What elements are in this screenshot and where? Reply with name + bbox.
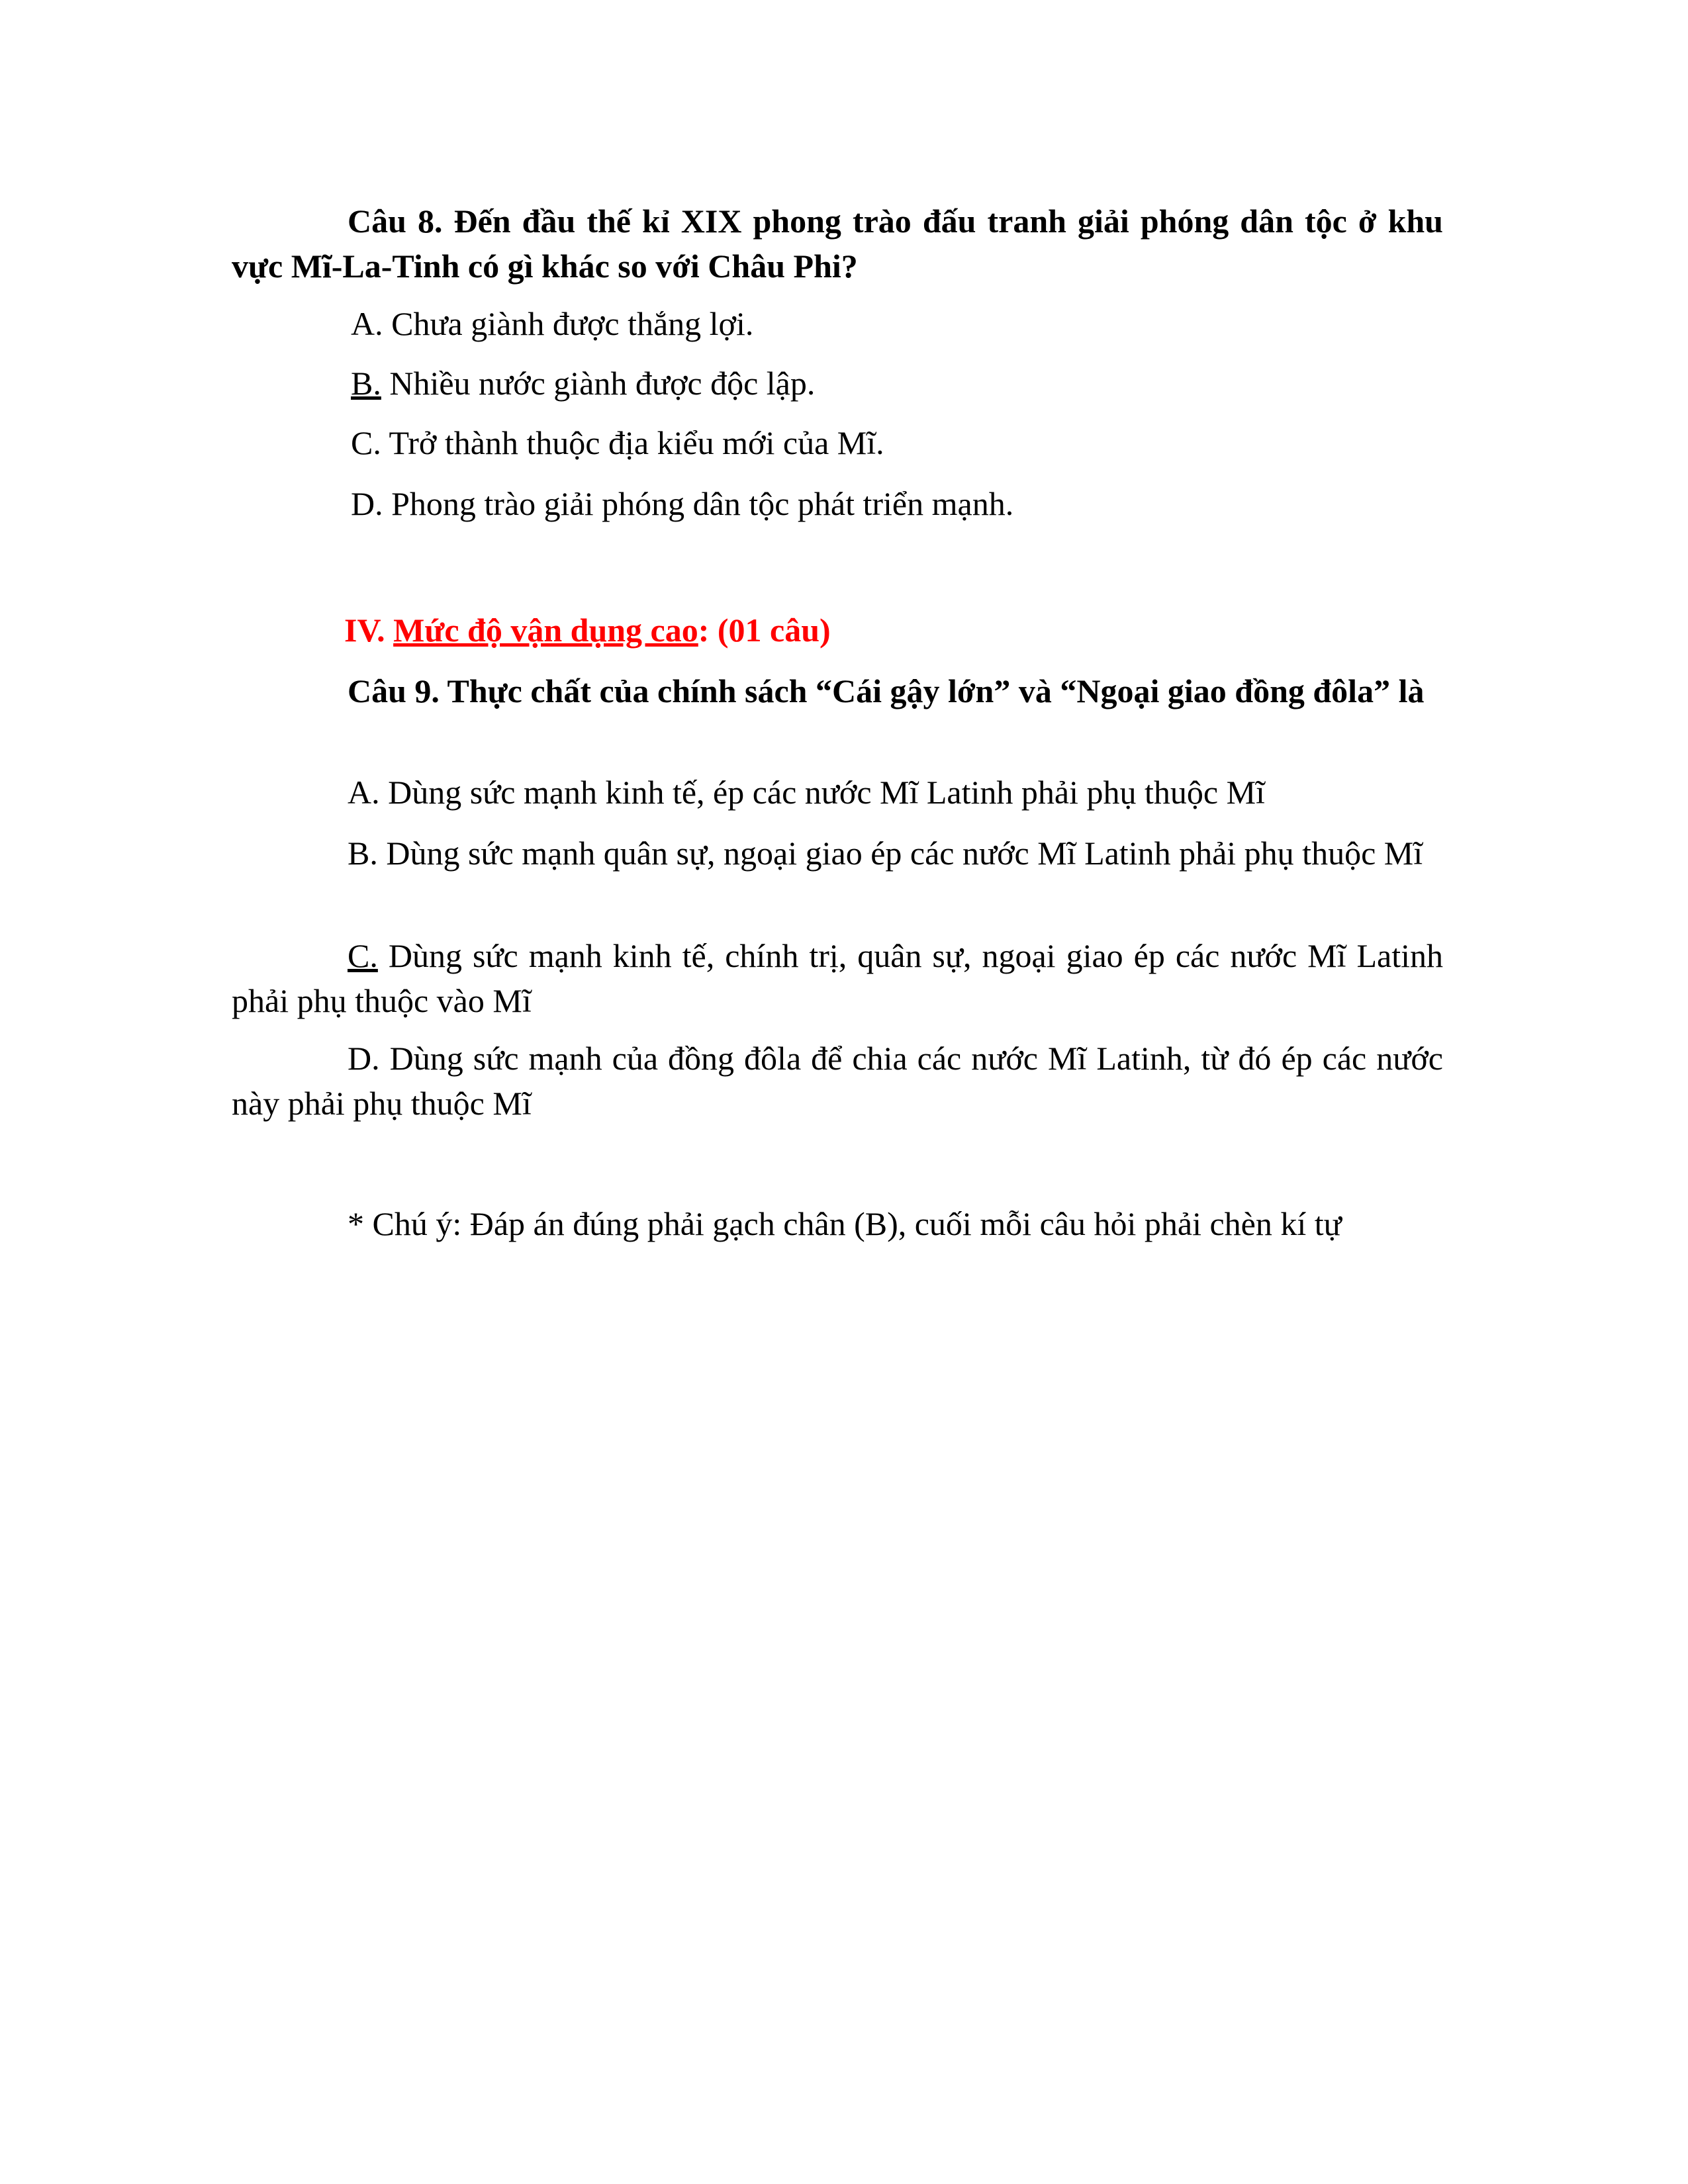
section-title: Mức độ vận dụng cao (393, 612, 698, 649)
q9-option-d (232, 1036, 1443, 1126)
option-text: Chưa giành được thắng lợi. (383, 305, 754, 342)
answer-note: * Chú ý: Đáp án đúng phải gạch chân (B), cuối mỗi câu hỏi phải chèn kí tự (348, 1205, 1342, 1242)
option-text: Trở thành thuộc địa kiểu mới của Mĩ. (381, 424, 884, 461)
option-letter: D. (351, 485, 383, 522)
q9-option-c (232, 933, 1443, 1023)
section-count: (01 câu) (709, 612, 831, 649)
section-number: IV. (344, 612, 394, 649)
q8-option-a (351, 301, 753, 346)
option-letter: A. (351, 305, 383, 342)
q8-option-b (351, 361, 815, 406)
q9-option-a (232, 770, 1443, 815)
option-letter: D. (348, 1040, 380, 1077)
question-9-text: Câu 9. Thực chất của chính sách “Cái gậy lớn” và “Ngoại giao đồng đôla” là (348, 672, 1425, 709)
option-text: Dùng sức mạnh quân sự, ngoại giao ép các nước Mĩ Latinh phải phụ thuộc Mĩ (377, 835, 1423, 872)
q8-option-c (351, 420, 884, 465)
option-letter: B. (348, 835, 378, 872)
q8-option-d (351, 481, 1013, 526)
option-text: Dùng sức mạnh kinh tế, ép các nước Mĩ Latinh phải phụ thuộc Mĩ (379, 774, 1265, 811)
section-4-heading (344, 608, 831, 653)
option-letter-correct: B. (351, 365, 381, 402)
option-letter-correct: C. (348, 937, 378, 974)
option-text: Nhiều nước giành được độc lập. (381, 365, 816, 402)
option-text: Dùng sức mạnh kinh tế, chính trị, quân sự, ngoại giao ép các nước Mĩ Latinh phải phụ thuộc vào Mĩ (232, 937, 1443, 1019)
question-8-text: Câu 8. Đến đầu thế kỉ XIX phong trào đấu tranh giải phóng dân tộc ở khu vực Mĩ-La-Tinh có gì khác so với Châu Phi? (232, 203, 1443, 285)
option-text: Dùng sức mạnh của đồng đôla để chia các nước Mĩ Latinh, từ đó ép các nước này phải phụ thuộc Mĩ (232, 1040, 1443, 1122)
section-colon: : (698, 612, 710, 649)
option-text: Phong trào giải phóng dân tộc phát triển mạnh. (383, 485, 1014, 522)
option-letter: A. (348, 774, 380, 811)
option-letter: C. (351, 424, 381, 461)
q9-option-b (232, 831, 1443, 876)
